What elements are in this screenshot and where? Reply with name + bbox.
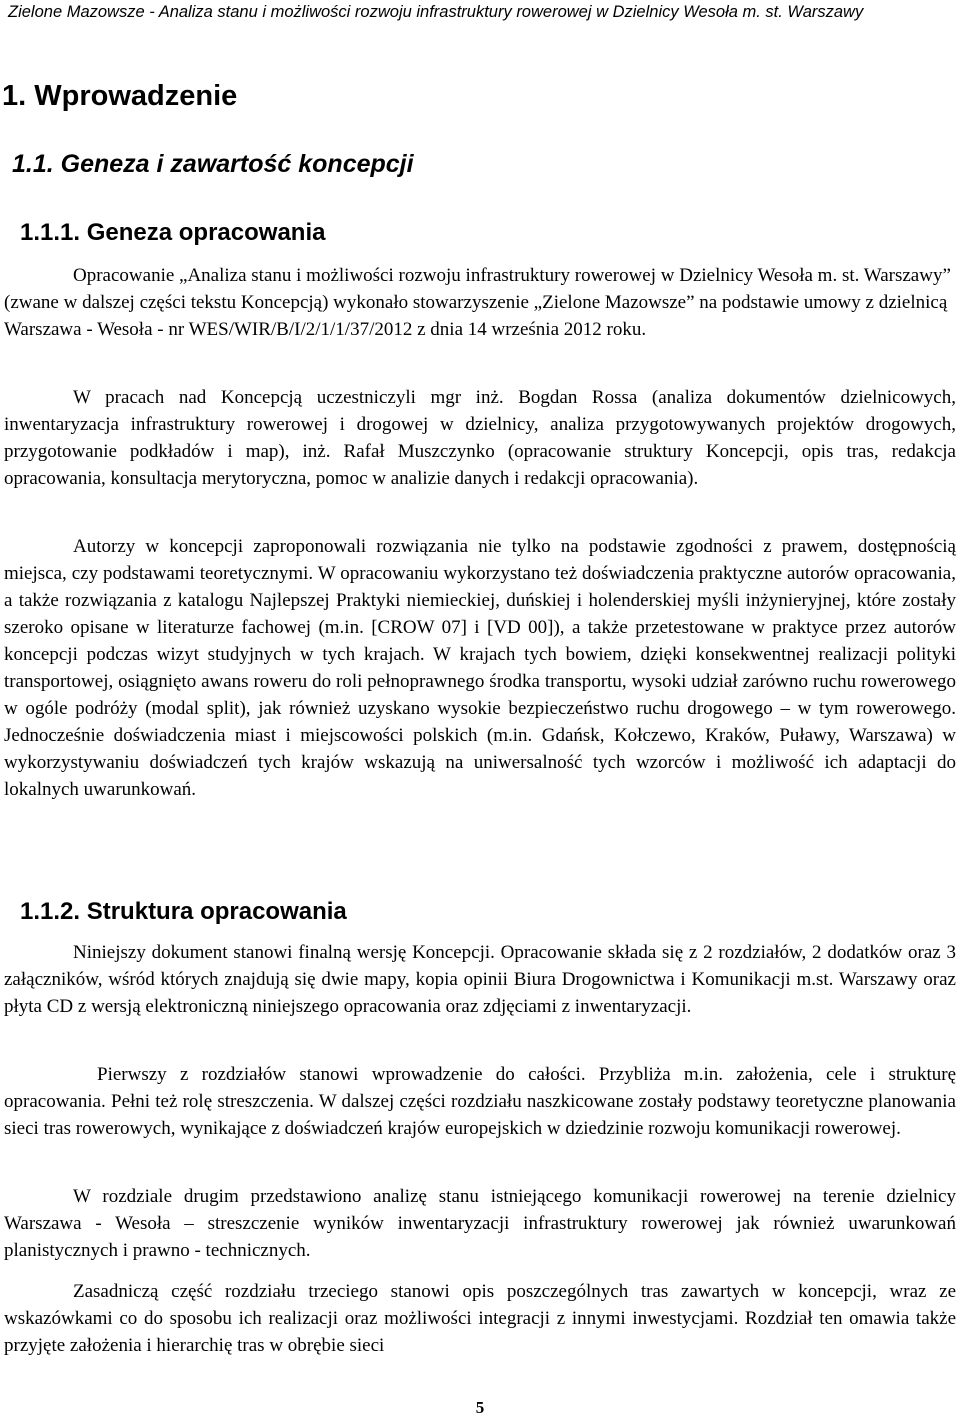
paragraph-geneza-2: W pracach nad Koncepcją uczestniczyli mgr inż. Bogdan Rossa (analiza dokumentów dzielnicowych, inwentaryzacja infrastruktury rowerowej i drogowej w dzielnicy, analiza przygotowywanych projektów drogowych, przygotowanie podkładów i map), inż. Rafał Muszczynko (opracowanie struktury Koncepcji, opis tras, redakcja opracowania, konsultacja merytoryczna, pomoc w analizie danych i redakcji opracowania).: [4, 387, 956, 489]
paragraph-struktura-4: Zasadniczą część rozdziału trzeciego stanowi opis poszczególnych tras zawartych w koncepcji, wraz ze wskazówkami co do sposobu ich realizacji oraz możliwości integracji z innymi inwestycjami. Rozdział ten omawia także przyjęte założenia i hierarchię tras w obrębie sieci: [4, 1281, 956, 1356]
subsection-heading-geneza: 1.1.1. Geneza opracowania: [20, 219, 326, 246]
chapter-heading: 1. Wprowadzenie: [2, 80, 238, 112]
section-heading: 1.1. Geneza i zawartość koncepcji: [12, 150, 414, 178]
subsection-heading-struktura: 1.1.2. Struktura opracowania: [20, 898, 347, 925]
paragraph-struktura-2: Pierwszy z rozdziałów stanowi wprowadzenie do całości. Przybliża m.in. założenia, cele i strukturę opracowania. Pełni też rolę streszczenia. W dalszej części rozdziału naszkicowane zostały podstawy teoretyczne planowania sieci tras rowerowych, wynikające z doświadczeń krajów europejskich w dziedzinie rozwoju komunikacji rowerowej.: [4, 1064, 956, 1139]
paragraph-struktura-1: Niniejszy dokument stanowi finalną wersję Koncepcji. Opracowanie składa się z 2 rozdziałów, 2 dodatków oraz 3 załączników, wśród których znajdują się dwie mapy, kopia opinii Biura Drogownictwa i Komunikacji m.st. Warszawy oraz płyta CD z wersją elektroniczną niniejszego opracowania oraz zdjęciami z inwentaryzacji.: [4, 942, 956, 1017]
paragraph-struktura-3: W rozdziale drugim przedstawiono analizę stanu istniejącego komunikacji rowerowej na terenie dzielnicy Warszawa - Wesoła – streszczenie wyników inwentaryzacji infrastruktury rowerowej jak również uwarunkowań planistycznych i prawno - technicznych.: [4, 1186, 956, 1261]
paragraph-geneza-1: Opracowanie „Analiza stanu i możliwości rozwoju infrastruktury rowerowej w Dzielnicy Wesoła m. st. Warszawy” (zwane w dalszej części tekstu Koncepcją) wykonało stowarzyszenie „Zielone Mazowsze” na podstawie umowy z dzielnicą Warszawa - Wesoła - nr WES/WIR/B/I/2/1/1/37/2012 z dnia 14 września 2012 roku.: [4, 265, 951, 340]
page-number: 5: [475, 1398, 485, 1417]
running-header: Zielone Mazowsze - Analiza stanu i możliwości rozwoju infrastruktury rowerowej w Dzielnicy Wesoła m. st. Warszawy: [8, 3, 864, 21]
paragraph-geneza-3: Autorzy w koncepcji zaproponowali rozwiązania nie tylko na podstawie zgodności z prawem, dostępnością miejsca, czy podstawami teoretycznymi. W opracowaniu wykorzystano też doświadczenia praktyczne autorów opracowania, a także rozwiązania z katalogu Najlepszej Praktyki niemieckiej, duńskiej i holenderskiej myśli inżynieryjnej, które zostały szeroko opisane w literaturze fachowej (m.in. [CROW 07] i [VD 00]), a także przetestowane w praktyce przez autorów koncepcji podczas wizyt studyjnych w tych krajach. W krajach tych bowiem, dzięki konsekwentnej realizacji polityki transportowej, osiągnięto awans roweru do roli pełnoprawnego środka transportu, wysoki udział zarówno ruchu rowerowego w ogóle podróży (modal split), jak również uzyskano wysokie bezpieczeństwo ruchu drogowego – w tym rowerowego. Jednocześnie doświadczenia miast i miejscowości polskich (m.in. Gdańsk, Kołczewo, Kraków, Puławy, Warszawa) w wykorzystywaniu doświadczeń tych krajów wskazują na uniwersalność tych wzorców i możliwość ich adaptacji do lokalnych uwarunkowań.: [4, 536, 956, 800]
